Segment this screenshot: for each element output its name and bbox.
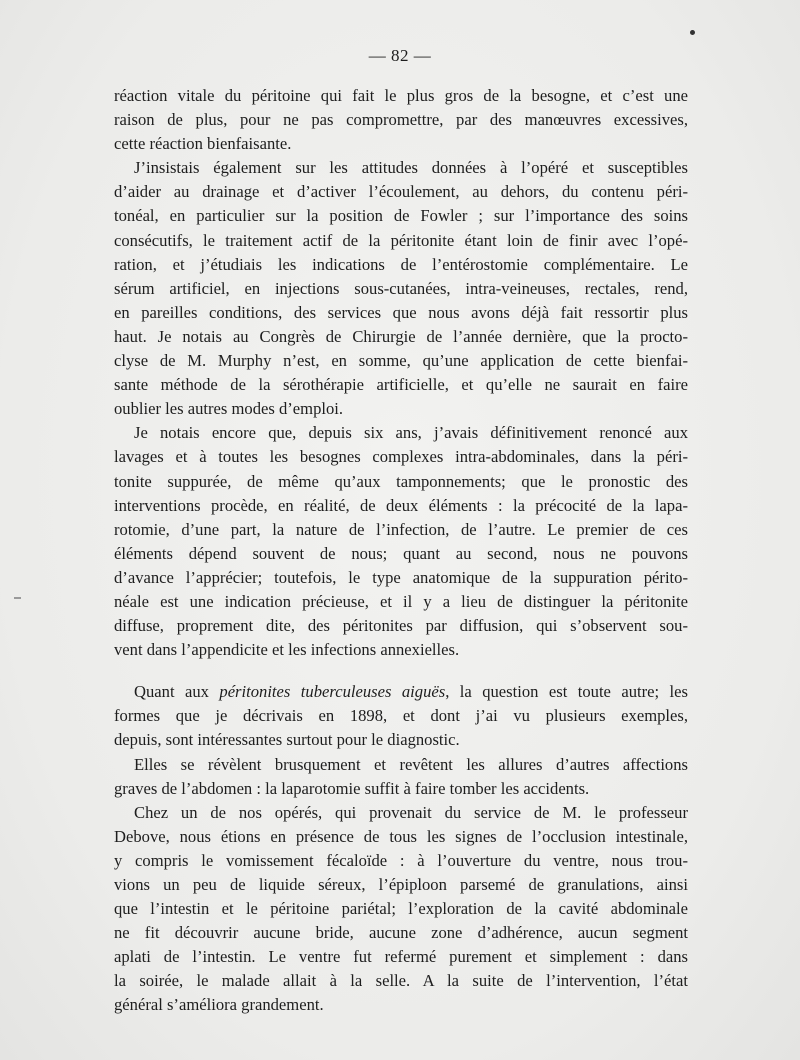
paragraph (114, 753, 688, 801)
paragraph (114, 421, 688, 662)
text-line: sérum artificiel, en injections sous-cutanées, intra-veineuses, rectales, rend, (114, 278, 688, 298)
text-line: J’insistais également sur les attitudes données à l’opéré et susceptibles (134, 158, 688, 178)
text-line: d’aider au drainage et d’activer l’écoulement, au dehors, du contenu péri- (114, 182, 688, 202)
text-line: réaction vitale du péritoine qui fait le plus gros de la besogne, et c’est une (114, 86, 688, 105)
text-line: d’avance l’apprécier; toutefois, le type anatomique de la suppuration périto- (114, 567, 688, 587)
text-line: aplati de l’intestin. Le ventre fut refermé purement et simplement : dans (114, 947, 688, 967)
text-line: depuis, sont intéressantes surtout pour le diagnostic. (114, 730, 460, 750)
ink-dot (690, 30, 695, 35)
text-line: néale est une indication précieuse, et il y a lieu de distinguer la péritonite (114, 591, 688, 611)
text-line: graves de l’abdomen : la laparotomie suffit à faire tomber les accidents. (114, 778, 590, 798)
text-line: sante méthode de la sérothérapie artificielle, et qu’elle ne saurait en faire (114, 375, 688, 395)
text-line: formes que je décrivais en 1898, et dont j’ai vu plusieurs exemples, (114, 706, 688, 726)
paragraph (114, 84, 688, 156)
text-line: éléments dépend souvent de nous; quant au second, nous ne pouvons (114, 543, 688, 563)
text-line: vent dans l’appendicite et les infections annexielles. (114, 640, 460, 660)
text-line: rotomie, d’une part, la nature de l’infection, de l’autre. Le premier de ces (114, 519, 688, 539)
text-line: clyse de M. Murphy n’est, en somme, qu’une application de cette bienfai- (114, 351, 688, 371)
text-line: tonite suppurée, de même qu’aux tamponnements; que le pronostic des (114, 471, 688, 491)
text-line: Je notais encore que, depuis six ans, j’avais définitivement renoncé aux (134, 423, 688, 443)
text-line: général s’améliora grandement. (114, 995, 324, 1015)
text-line: lavages et à toutes les besognes complexes intra-abdominales, dans la péri- (114, 447, 688, 467)
section-gap (114, 662, 688, 680)
text-line: oublier les autres modes d’emploi. (114, 399, 344, 419)
text-line: ne fit découvrir aucune bride, aucune zone d’adhérence, aucun segment (114, 923, 688, 943)
body-text (114, 84, 688, 1018)
text-line: Elles se révèlent brusquement et revêtent les allures d’autres affections (134, 754, 688, 774)
text-line: la soirée, le malade allait à la selle. A la suite de l’intervention, l’état (114, 971, 688, 991)
margin-mark (14, 597, 21, 599)
text-line: en pareilles conditions, des services que nous avons déjà fait ressortir plus (114, 302, 688, 322)
text-line: interventions procède, en réalité, de deux éléments : la précocité de la lapa- (114, 495, 688, 515)
text-line: y compris le vomissement fécaloïde : à l’ouverture du ventre, nous trou- (114, 850, 688, 870)
text-line: tonéal, en particulier sur la position de Fowler ; sur l’importance des soins (114, 206, 688, 226)
text-line: diffuse, proprement dite, des péritonites par diffusion, qui s’observent sou- (114, 616, 688, 636)
text-line: raison de plus, pour ne pas compromettre, par des manœuvres excessives, (114, 110, 688, 130)
text-line: cette réaction bienfaisante. (114, 134, 292, 154)
paragraph (114, 680, 688, 752)
text-line: que l’intestin et le péritoine pariétal; l’exploration de la cavité abdominale (114, 899, 688, 919)
text-line: vions un peu de liquide séreux, l’épiploon parsemé de granulations, ainsi (114, 875, 688, 894)
text-line: Chez un de nos opérés, qui provenait du service de M. le professeur (134, 802, 688, 822)
paragraph (114, 801, 688, 1018)
text-line: haut. Je notais au Congrès de Chirurgie de l’année dernière, que la procto- (114, 326, 688, 346)
page-number: — 82 — (368, 46, 432, 65)
text-line: Debove, nous étions en présence de tous les signes de l’occlusion intestinale, (114, 826, 688, 846)
text-line: consécutifs, le traitement actif de la péritonite étant loin de finir avec l’opé- (114, 230, 688, 250)
paragraph (114, 156, 688, 421)
text-line: ration, et j’étudiais les indications de l’entérostomie complémentaire. Le (114, 254, 688, 274)
text-line: Quant aux péritonites tuberculeuses aiguës, la question est toute autre; les (134, 682, 688, 702)
